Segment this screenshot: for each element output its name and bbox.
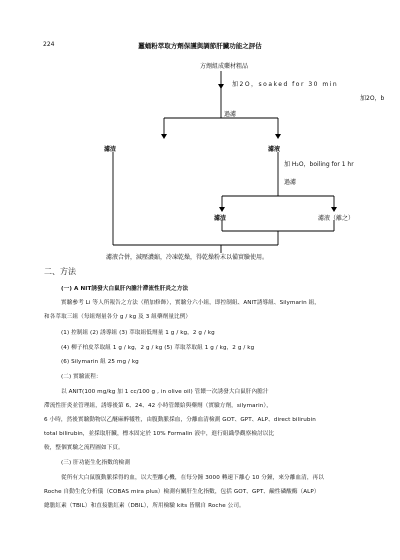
flow-residue-node: 濾渣 [104,146,117,153]
paragraph-line: 滯流性肝炎並管理組，誘導後第 6、24、42 小時管餵給與藥劑（實驗方劑，silymarin）， [44,403,272,409]
paragraph-line: 和各萃取三組（每組劑量各分 g / kg 及 3 組藥劑量比例） [44,314,192,320]
running-header: 蠶蛹粉萃取方劑保護與調節肝臟功能之評估 [138,42,262,50]
flow-footnote: 濾液合併，減壓濃縮，冷凍乾燥，得乾燥粉末以備實驗使用。 [106,254,269,261]
flow-residue2-node: 濾渣 [214,215,227,222]
flow-filtrate-mark-node: 濾液（離之） [318,215,355,222]
flow-filtrate-node: 濾液 [268,146,281,153]
flow-add-water-label: 加 H₂O，boiling for 1 hr [284,161,354,168]
subsection-heading-2: (二) 實驗流程： [61,374,102,380]
group-list-item: (1) 控制組 (2) 誘導組 (3) 萃取組低劑量 1 g / kg，2 g / kg [61,330,215,336]
flow-filter-label: 過濾 [224,111,237,118]
paragraph-line: Roche 自動生化分析儀（COBAS mira plus）檢測有關肝生化指數，包括 GOT、GPT、鹼性磷酸酶（ALP） [44,489,320,495]
flow-soak-label: 加2O，soaked for 30 min [232,81,339,88]
group-list-item: (6) Silymarin 組 25 mg / kg [61,359,139,365]
section-title: 二、方法 [44,267,76,276]
paragraph-line: 實驗參考 Li 等人所報告之方法（稍加修飾），實驗分六小組，即控制組、ANIT誘導組、Silymarin 組， [61,300,320,306]
paragraph-line: total bilirubin，並採取肝臟，標本固定於 10% Formalin 液中，進行組織學觀察檢討以比 [44,431,275,437]
subsection-heading-3: (三) 肝功能生化指數的檢測 [61,460,131,466]
paragraph-line: 6 小時，然後實驗動物以乙醚麻醉犧牲，由腹動脈採血，分離血清檢測 GOT、GPT、ALP、direct bilirubin [44,417,316,423]
paragraph-line: 較，整個實驗之流程圖如下頁。 [44,445,124,451]
paragraph-line: 從所有大白鼠腹動脈採得的血，以大型離心機，在每分鐘 3000 轉速下離心 10 分鐘，來分離血清，再以 [61,475,324,481]
subsection-heading-1: (一) A NIT誘發大白鼠肝內膽汁滯流性肝炎之方法 [61,286,189,292]
flow-filter2-label: 過濾 [284,179,297,186]
flow-soak-far-right: 加2O，b [360,95,385,102]
group-list-item: (4) 柳子柏皮萃取組 1 g / kg，2 g / kg (5) 萃取萃取組 1 g / kg，2 g / kg [61,345,255,351]
page-number: 224 [43,41,55,48]
paragraph-line: 總膽紅素（TBIL）和直接膽紅素（DBIL），所用檢驗 kits 皆購自 Roche 公司。 [44,503,245,509]
paragraph-line: 以 ANIT(100 mg/kg 加 1 cc/100 g , in olive oil) 管餵一次誘發大白鼠肝內膽汁 [61,389,269,395]
flow-start-node: 方劑組成藥材粗品 [200,63,249,70]
